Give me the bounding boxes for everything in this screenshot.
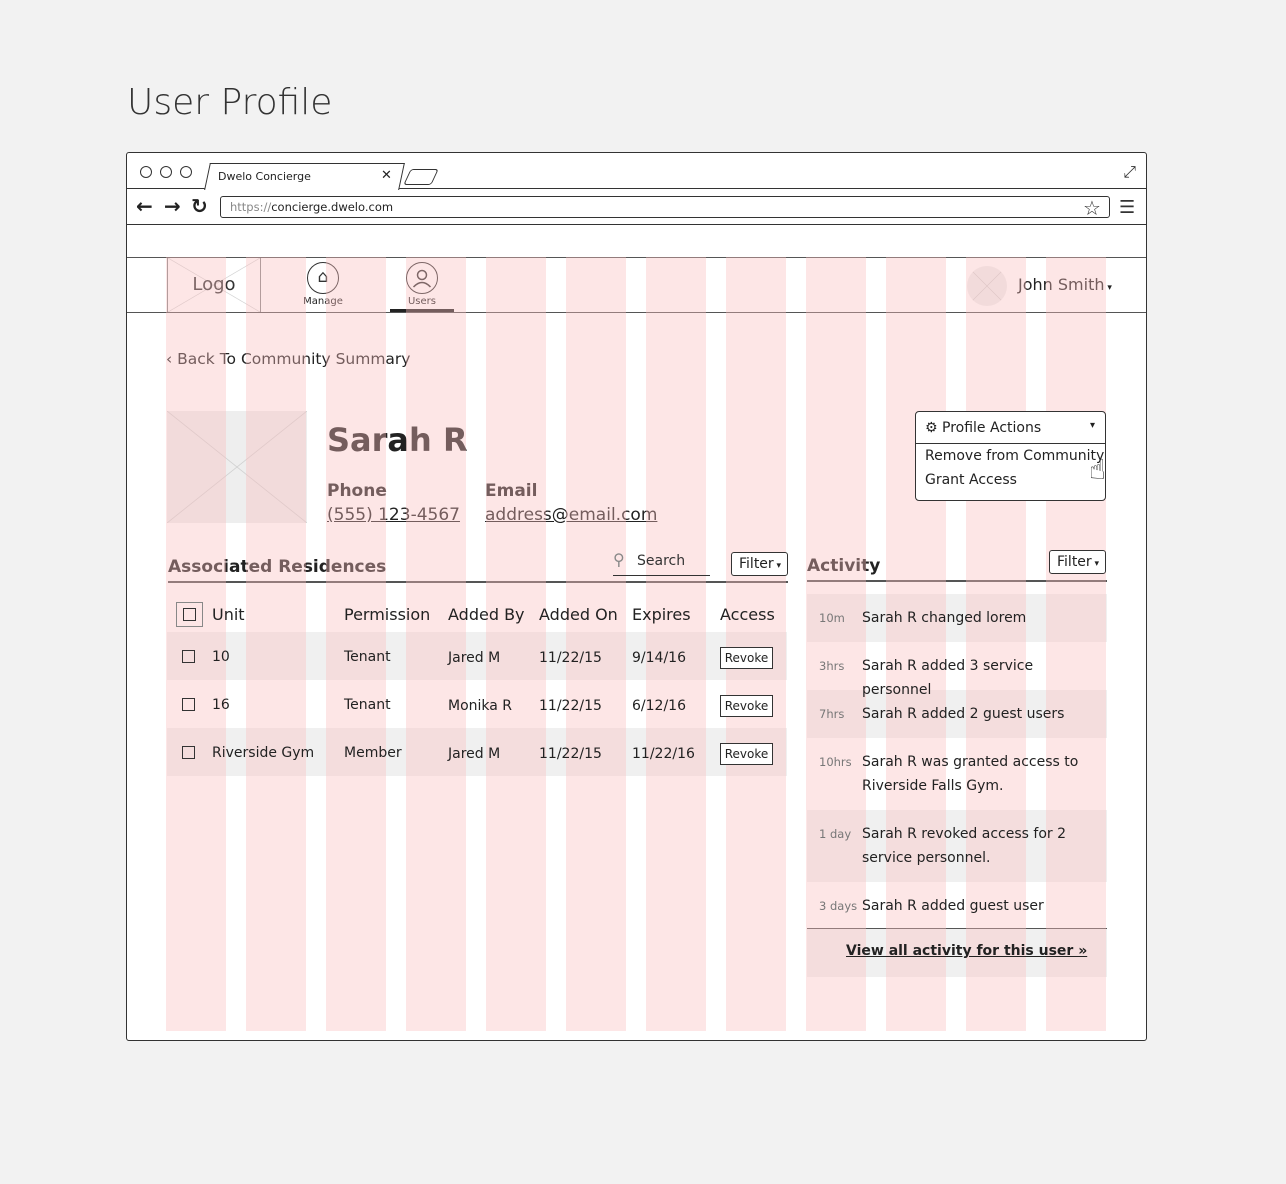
filter-label: Filter xyxy=(739,556,774,572)
search-placeholder: Search xyxy=(637,553,686,569)
tab-close-icon[interactable]: ✕ xyxy=(381,168,392,183)
page-title: User Profile xyxy=(127,82,333,123)
cell-unit: 10 xyxy=(212,649,230,665)
cell-added-by: Jared M xyxy=(448,746,501,762)
filter-label: Filter xyxy=(1057,554,1092,570)
nav-item-label: Users xyxy=(407,296,436,307)
profile-actions-button[interactable] xyxy=(916,412,1105,444)
cell-added-on: 11/22/15 xyxy=(539,746,602,762)
cell-permission: Tenant xyxy=(344,697,391,713)
column-header-expires[interactable]: Expires xyxy=(632,605,691,624)
cell-added-on: 11/22/15 xyxy=(539,650,602,666)
new-tab-button[interactable] xyxy=(403,169,438,185)
cell-added-by: Monika R xyxy=(448,698,513,714)
fullscreen-icon[interactable]: ⤢ xyxy=(1123,162,1136,181)
activity-filter-button[interactable] xyxy=(1049,550,1106,574)
cell-expires: 6/12/16 xyxy=(632,698,686,714)
column-header-access: Access xyxy=(720,605,775,624)
revoke-button[interactable]: Revoke xyxy=(720,647,773,669)
user-menu[interactable] xyxy=(1018,275,1112,294)
activity-text: Sarah R revoked access for 2 service personnel. xyxy=(862,826,1067,866)
gear-icon: ⚙ xyxy=(925,420,938,436)
activity-divider xyxy=(807,580,1107,582)
address-bar xyxy=(127,189,1146,225)
column-header-unit[interactable]: Unit xyxy=(212,605,245,624)
search-icon: ⚲ xyxy=(613,550,625,569)
active-nav-indicator xyxy=(390,309,454,312)
select-all-checkbox-wrapper xyxy=(176,602,203,627)
phone-link[interactable]: (555) 123-4567 xyxy=(327,505,460,525)
window-minimize-dot[interactable] xyxy=(160,166,172,178)
revoke-button[interactable]: Revoke xyxy=(720,743,773,765)
nav-item-label: Manage xyxy=(303,296,343,307)
profile-name: Sarah R xyxy=(327,421,468,459)
revoke-button[interactable]: Revoke xyxy=(720,695,773,717)
select-all-checkbox[interactable] xyxy=(183,608,196,621)
reload-icon[interactable]: ↻ xyxy=(191,194,208,218)
cell-added-on: 11/22/15 xyxy=(539,698,602,714)
hand-pointer-icon: ☝ xyxy=(1089,453,1107,486)
cell-permission: Tenant xyxy=(344,649,391,665)
user-name: John Smith xyxy=(1018,275,1105,294)
activity-title: Activity xyxy=(807,556,881,576)
browser-menu-icon[interactable]: ☰ xyxy=(1119,197,1136,218)
cell-expires: 11/22/16 xyxy=(632,746,695,762)
activity-time: 3hrs xyxy=(819,659,845,673)
residences-divider xyxy=(168,581,788,583)
menu-item-grant-access[interactable]: Grant Access xyxy=(925,472,1017,488)
profile-actions-dropdown xyxy=(915,411,1106,501)
browser-window xyxy=(126,152,1147,1041)
phone-label: Phone xyxy=(327,481,387,501)
bookmark-star-icon[interactable]: ☆ xyxy=(1083,196,1101,220)
back-link-label: Back To Community Summary xyxy=(177,350,411,368)
nav-item-manage[interactable] xyxy=(291,262,355,307)
cell-expires: 9/14/16 xyxy=(632,650,686,666)
menu-item-remove-from-community[interactable]: Remove from Community xyxy=(925,448,1105,464)
caret-down-icon: ▾ xyxy=(1104,283,1112,293)
avatar[interactable] xyxy=(967,266,1007,306)
row-checkbox[interactable] xyxy=(182,650,195,663)
activity-text: Sarah R added guest user xyxy=(862,898,1044,914)
activity-text: Sarah R was granted access to Riverside Falls Gym. xyxy=(862,754,1079,794)
residences-search-input[interactable] xyxy=(613,550,710,576)
activity-time: 1 day xyxy=(819,827,852,841)
activity-time: 3 days xyxy=(819,899,858,913)
residences-title: Associated Residences xyxy=(168,557,387,577)
activity-time: 10hrs xyxy=(819,755,852,769)
cell-permission: Member xyxy=(344,745,402,761)
row-checkbox[interactable] xyxy=(182,698,195,711)
profile-actions-label: Profile Actions xyxy=(942,420,1042,436)
back-link[interactable] xyxy=(166,350,410,368)
app-header xyxy=(126,257,1147,313)
activity-text: Sarah R added 2 guest users xyxy=(862,706,1065,722)
email-link[interactable]: address@email.com xyxy=(485,505,658,525)
user-icon xyxy=(406,262,438,294)
activity-footer-divider xyxy=(807,928,1107,929)
url-protocol: https:// xyxy=(230,200,272,214)
activity-time: 7hrs xyxy=(819,707,845,721)
activity-text: Sarah R added 3 service personnel xyxy=(862,658,1034,698)
column-header-added-by[interactable]: Added By xyxy=(448,605,525,624)
cell-unit: Riverside Gym xyxy=(212,745,315,761)
main-content xyxy=(127,313,1146,1033)
caret-down-icon: ▾ xyxy=(1089,420,1095,431)
row-checkbox[interactable] xyxy=(182,746,195,759)
cell-unit: 16 xyxy=(212,697,230,713)
activity-text: Sarah R changed lorem xyxy=(862,610,1027,626)
tab-title: Dwelo Concierge xyxy=(218,170,311,183)
window-close-dot[interactable] xyxy=(140,166,152,178)
view-all-activity-link[interactable]: View all activity for this user » xyxy=(846,943,1088,959)
caret-down-icon: ▾ xyxy=(773,561,782,571)
chevron-left-icon: ‹ xyxy=(166,350,178,368)
cell-added-by: Jared M xyxy=(448,650,501,666)
logo[interactable] xyxy=(167,258,261,312)
residences-filter-button[interactable] xyxy=(731,552,788,576)
home-icon: ⌂ xyxy=(307,262,339,294)
url-host: concierge.dwelo.com xyxy=(271,200,394,214)
url-input[interactable] xyxy=(220,196,1110,218)
profile-image xyxy=(167,411,307,523)
tab-bar xyxy=(127,153,1146,189)
back-arrow-icon[interactable]: ← xyxy=(136,194,153,218)
email-label: Email xyxy=(485,481,538,501)
caret-down-icon: ▾ xyxy=(1091,559,1100,569)
column-header-added-on[interactable]: Added On xyxy=(539,605,618,624)
activity-time: 10m xyxy=(819,611,845,625)
forward-arrow-icon[interactable]: → xyxy=(164,194,181,218)
nav-item-users[interactable] xyxy=(390,262,454,307)
window-maximize-dot[interactable] xyxy=(180,166,192,178)
column-header-permission[interactable]: Permission xyxy=(344,605,431,624)
logo-text: Logo xyxy=(192,274,236,295)
